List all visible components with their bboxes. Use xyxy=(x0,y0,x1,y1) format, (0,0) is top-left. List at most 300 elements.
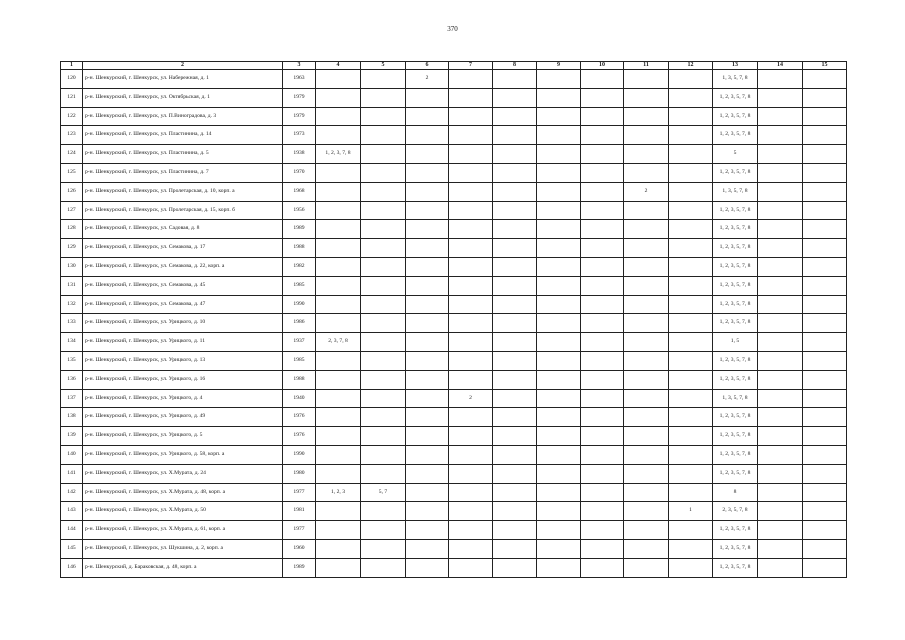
column-5-cell xyxy=(361,351,406,370)
year-cell: 1980 xyxy=(283,464,316,483)
address-cell: р-н. Шенкурский, г. Шенкурск, ул. П.Виноградова, д. 3 xyxy=(83,107,283,126)
column-6-cell xyxy=(406,370,449,389)
column-5-cell xyxy=(361,502,406,521)
column-8-cell xyxy=(493,220,537,239)
column-5-cell xyxy=(361,257,406,276)
column-5-cell xyxy=(361,464,406,483)
table-row xyxy=(61,295,847,314)
column-11-cell xyxy=(624,521,669,540)
row-number-cell: 139 xyxy=(61,427,83,446)
column-10-cell xyxy=(581,445,624,464)
table-row xyxy=(61,539,847,558)
year-cell: 1990 xyxy=(283,445,316,464)
column-9-cell xyxy=(537,502,581,521)
address-cell: р-н. Шенкурский, г. Шенкурск, ул. Урицкого, д. 10 xyxy=(83,314,283,333)
column-5-cell: 5, 7 xyxy=(361,483,406,502)
column-12-cell xyxy=(669,445,713,464)
column-13-cell: 1, 2, 3, 5, 7, 8 xyxy=(713,276,758,295)
column-6-cell xyxy=(406,220,449,239)
column-14-cell xyxy=(758,220,803,239)
column-12-cell xyxy=(669,333,713,352)
column-6-cell xyxy=(406,163,449,182)
column-4-cell xyxy=(316,521,361,540)
table-row xyxy=(61,163,847,182)
address-cell: р-н. Шенкурский, г. Шенкурск, ул. Урицкого, д. 16 xyxy=(83,370,283,389)
column-13-cell: 1, 2, 3, 5, 7, 8 xyxy=(713,239,758,258)
column-13-cell: 1, 2, 3, 5, 7, 8 xyxy=(713,445,758,464)
column-6-cell xyxy=(406,239,449,258)
table-body xyxy=(61,70,847,578)
column-13-cell: 1, 2, 3, 5, 7, 8 xyxy=(713,257,758,276)
column-9-cell xyxy=(537,464,581,483)
column-6-cell: 2 xyxy=(406,70,449,89)
column-7-cell xyxy=(449,163,493,182)
column-4-cell xyxy=(316,257,361,276)
address-cell: р-н. Шенкурский, г. Шенкурск, ул. Семакова, д. 47 xyxy=(83,295,283,314)
column-header-5: 5 xyxy=(361,62,406,70)
column-13-cell: 1, 5 xyxy=(713,333,758,352)
column-12-cell: 1 xyxy=(669,502,713,521)
column-15-cell xyxy=(803,445,847,464)
row-number-cell: 130 xyxy=(61,257,83,276)
column-5-cell xyxy=(361,445,406,464)
column-13-cell: 1, 2, 3, 5, 7, 8 xyxy=(713,539,758,558)
column-6-cell xyxy=(406,539,449,558)
column-8-cell xyxy=(493,502,537,521)
column-4-cell xyxy=(316,558,361,577)
column-12-cell xyxy=(669,182,713,201)
year-cell: 1990 xyxy=(283,295,316,314)
column-8-cell xyxy=(493,70,537,89)
table-row xyxy=(61,464,847,483)
column-12-cell xyxy=(669,70,713,89)
address-cell: р-н. Шенкурский, г. Шенкурск, ул. Пластинина, д. 7 xyxy=(83,163,283,182)
column-header-11: 11 xyxy=(624,62,669,70)
year-cell: 1979 xyxy=(283,88,316,107)
column-6-cell xyxy=(406,201,449,220)
column-13-cell: 1, 2, 3, 5, 7, 8 xyxy=(713,163,758,182)
column-14-cell xyxy=(758,145,803,164)
column-12-cell xyxy=(669,107,713,126)
column-14-cell xyxy=(758,295,803,314)
column-15-cell xyxy=(803,521,847,540)
column-4-cell xyxy=(316,427,361,446)
column-15-cell xyxy=(803,314,847,333)
column-4-cell xyxy=(316,239,361,258)
row-number-cell: 142 xyxy=(61,483,83,502)
column-9-cell xyxy=(537,163,581,182)
year-cell: 1986 xyxy=(283,314,316,333)
column-4-cell: 1, 2, 3, 7, 8 xyxy=(316,145,361,164)
column-header-14: 14 xyxy=(758,62,803,70)
column-10-cell xyxy=(581,107,624,126)
column-15-cell xyxy=(803,88,847,107)
column-8-cell xyxy=(493,276,537,295)
column-14-cell xyxy=(758,427,803,446)
row-number-cell: 127 xyxy=(61,201,83,220)
row-number-cell: 129 xyxy=(61,239,83,258)
year-cell: 1963 xyxy=(283,70,316,89)
column-6-cell xyxy=(406,314,449,333)
column-8-cell xyxy=(493,389,537,408)
row-number-cell: 131 xyxy=(61,276,83,295)
column-header-2: 2 xyxy=(83,62,283,70)
column-13-cell: 1, 2, 3, 5, 7, 8 xyxy=(713,314,758,333)
column-10-cell xyxy=(581,70,624,89)
column-8-cell xyxy=(493,314,537,333)
column-7-cell xyxy=(449,276,493,295)
column-15-cell xyxy=(803,333,847,352)
column-header-10: 10 xyxy=(581,62,624,70)
column-5-cell xyxy=(361,145,406,164)
address-cell: р-н. Шенкурский, г. Шенкурск, ул. Х.Мурата, д. 24 xyxy=(83,464,283,483)
row-number-cell: 135 xyxy=(61,351,83,370)
column-7-cell xyxy=(449,483,493,502)
column-14-cell xyxy=(758,483,803,502)
column-8-cell xyxy=(493,88,537,107)
page-number: 370 xyxy=(447,25,458,33)
row-number-cell: 145 xyxy=(61,539,83,558)
column-14-cell xyxy=(758,408,803,427)
year-cell: 1976 xyxy=(283,427,316,446)
column-9-cell xyxy=(537,220,581,239)
column-10-cell xyxy=(581,333,624,352)
column-4-cell xyxy=(316,107,361,126)
column-9-cell xyxy=(537,88,581,107)
address-cell: р-н. Шенкурский, г. Шенкурск, ул. Набережная, д. 1 xyxy=(83,70,283,89)
column-6-cell xyxy=(406,521,449,540)
row-number-cell: 128 xyxy=(61,220,83,239)
column-5-cell xyxy=(361,88,406,107)
column-8-cell xyxy=(493,107,537,126)
column-10-cell xyxy=(581,408,624,427)
column-9-cell xyxy=(537,201,581,220)
table-row xyxy=(61,220,847,239)
column-8-cell xyxy=(493,445,537,464)
column-12-cell xyxy=(669,220,713,239)
year-cell: 1937 xyxy=(283,333,316,352)
column-header-12: 12 xyxy=(669,62,713,70)
column-10-cell xyxy=(581,182,624,201)
table-row xyxy=(61,182,847,201)
column-9-cell xyxy=(537,483,581,502)
row-number-cell: 125 xyxy=(61,163,83,182)
column-14-cell xyxy=(758,502,803,521)
table-row xyxy=(61,445,847,464)
column-11-cell xyxy=(624,126,669,145)
column-10-cell xyxy=(581,558,624,577)
column-11-cell: 2 xyxy=(624,182,669,201)
address-cell: р-н. Шенкурский, г. Шенкурск, ул. Урицкого, д. 4 xyxy=(83,389,283,408)
column-13-cell: 1, 2, 3, 5, 7, 8 xyxy=(713,201,758,220)
column-7-cell xyxy=(449,107,493,126)
address-cell: р-н. Шенкурский, г. Шенкурск, ул. Садовая, д. 8 xyxy=(83,220,283,239)
column-11-cell xyxy=(624,107,669,126)
column-5-cell xyxy=(361,220,406,239)
year-cell: 1976 xyxy=(283,408,316,427)
year-cell: 1940 xyxy=(283,389,316,408)
column-13-cell: 1, 2, 3, 5, 7, 8 xyxy=(713,107,758,126)
address-cell: р-н. Шенкурский, г. Шенкурск, ул. Пролетарская, д. 15, корп. б xyxy=(83,201,283,220)
row-number-cell: 144 xyxy=(61,521,83,540)
table-row xyxy=(61,145,847,164)
row-number-cell: 134 xyxy=(61,333,83,352)
table-row xyxy=(61,351,847,370)
column-8-cell xyxy=(493,521,537,540)
column-4-cell: 1, 2, 3 xyxy=(316,483,361,502)
column-10-cell xyxy=(581,464,624,483)
column-5-cell xyxy=(361,408,406,427)
address-cell: р-н. Шенкурский, г. Шенкурск, ул. Х.Мурата, д. 61, корп. а xyxy=(83,521,283,540)
table-row xyxy=(61,558,847,577)
column-12-cell xyxy=(669,145,713,164)
column-14-cell xyxy=(758,276,803,295)
column-4-cell xyxy=(316,502,361,521)
column-7-cell xyxy=(449,201,493,220)
column-12-cell xyxy=(669,239,713,258)
column-7-cell xyxy=(449,370,493,389)
column-15-cell xyxy=(803,126,847,145)
column-13-cell: 1, 3, 5, 7, 8 xyxy=(713,182,758,201)
column-9-cell xyxy=(537,182,581,201)
column-10-cell xyxy=(581,483,624,502)
address-cell: р-н. Шенкурский, г. Шенкурск, ул. Октябрьская, д. 1 xyxy=(83,88,283,107)
column-15-cell xyxy=(803,163,847,182)
column-13-cell: 8 xyxy=(713,483,758,502)
column-12-cell xyxy=(669,408,713,427)
column-15-cell xyxy=(803,182,847,201)
row-number-cell: 121 xyxy=(61,88,83,107)
table-row xyxy=(61,126,847,145)
column-11-cell xyxy=(624,314,669,333)
column-8-cell xyxy=(493,257,537,276)
year-cell: 1985 xyxy=(283,351,316,370)
column-15-cell xyxy=(803,539,847,558)
column-10-cell xyxy=(581,314,624,333)
row-number-cell: 126 xyxy=(61,182,83,201)
column-12-cell xyxy=(669,370,713,389)
column-14-cell xyxy=(758,464,803,483)
column-11-cell xyxy=(624,408,669,427)
column-7-cell xyxy=(449,502,493,521)
column-10-cell xyxy=(581,239,624,258)
column-12-cell xyxy=(669,427,713,446)
column-8-cell xyxy=(493,182,537,201)
address-cell: р-н. Шенкурский, г. Шенкурск, ул. Пластинина, д. 5 xyxy=(83,145,283,164)
column-11-cell xyxy=(624,295,669,314)
column-4-cell xyxy=(316,408,361,427)
column-11-cell xyxy=(624,502,669,521)
column-15-cell xyxy=(803,483,847,502)
column-7-cell: 2 xyxy=(449,389,493,408)
column-14-cell xyxy=(758,182,803,201)
column-13-cell: 1, 2, 3, 5, 7, 8 xyxy=(713,521,758,540)
column-13-cell: 1, 2, 3, 5, 7, 8 xyxy=(713,370,758,389)
column-5-cell xyxy=(361,539,406,558)
column-6-cell xyxy=(406,445,449,464)
column-11-cell xyxy=(624,70,669,89)
column-13-cell: 1, 2, 3, 5, 7, 8 xyxy=(713,427,758,446)
column-14-cell xyxy=(758,539,803,558)
column-6-cell xyxy=(406,483,449,502)
column-14-cell xyxy=(758,126,803,145)
column-10-cell xyxy=(581,351,624,370)
row-number-cell: 138 xyxy=(61,408,83,427)
column-7-cell xyxy=(449,257,493,276)
column-10-cell xyxy=(581,389,624,408)
column-7-cell xyxy=(449,220,493,239)
column-9-cell xyxy=(537,558,581,577)
column-13-cell: 1, 2, 3, 5, 7, 8 xyxy=(713,295,758,314)
column-15-cell xyxy=(803,201,847,220)
column-15-cell xyxy=(803,370,847,389)
row-number-cell: 140 xyxy=(61,445,83,464)
column-5-cell xyxy=(361,333,406,352)
column-5-cell xyxy=(361,427,406,446)
address-cell: р-н. Шенкурский, г. Шенкурск, ул. Семакова, д. 45 xyxy=(83,276,283,295)
table-row xyxy=(61,107,847,126)
column-12-cell xyxy=(669,464,713,483)
column-12-cell xyxy=(669,314,713,333)
column-9-cell xyxy=(537,521,581,540)
year-cell: 1981 xyxy=(283,502,316,521)
column-6-cell xyxy=(406,295,449,314)
column-8-cell xyxy=(493,427,537,446)
column-5-cell xyxy=(361,276,406,295)
column-11-cell xyxy=(624,163,669,182)
column-11-cell xyxy=(624,558,669,577)
column-7-cell xyxy=(449,539,493,558)
year-cell: 1979 xyxy=(283,107,316,126)
column-7-cell xyxy=(449,558,493,577)
column-14-cell xyxy=(758,521,803,540)
column-13-cell: 1, 2, 3, 5, 7, 8 xyxy=(713,408,758,427)
year-cell: 1988 xyxy=(283,239,316,258)
column-9-cell xyxy=(537,445,581,464)
column-4-cell xyxy=(316,445,361,464)
column-4-cell xyxy=(316,314,361,333)
column-10-cell xyxy=(581,201,624,220)
column-14-cell xyxy=(758,314,803,333)
column-13-cell: 1, 2, 3, 5, 7, 8 xyxy=(713,126,758,145)
column-6-cell xyxy=(406,389,449,408)
column-4-cell xyxy=(316,370,361,389)
row-number-cell: 146 xyxy=(61,558,83,577)
column-7-cell xyxy=(449,314,493,333)
column-9-cell xyxy=(537,351,581,370)
table-row xyxy=(61,70,847,89)
year-cell: 1970 xyxy=(283,163,316,182)
column-14-cell xyxy=(758,88,803,107)
column-5-cell xyxy=(361,182,406,201)
column-6-cell xyxy=(406,145,449,164)
column-4-cell xyxy=(316,351,361,370)
column-5-cell xyxy=(361,126,406,145)
year-cell: 1982 xyxy=(283,257,316,276)
column-12-cell xyxy=(669,558,713,577)
column-8-cell xyxy=(493,351,537,370)
year-cell: 1968 xyxy=(283,182,316,201)
column-14-cell xyxy=(758,107,803,126)
column-9-cell xyxy=(537,370,581,389)
table-row xyxy=(61,201,847,220)
column-10-cell xyxy=(581,88,624,107)
row-number-cell: 133 xyxy=(61,314,83,333)
column-7-cell xyxy=(449,464,493,483)
column-15-cell xyxy=(803,389,847,408)
column-13-cell: 1, 2, 3, 5, 7, 8 xyxy=(713,464,758,483)
year-cell: 1989 xyxy=(283,558,316,577)
column-5-cell xyxy=(361,239,406,258)
address-cell: р-н. Шенкурский, г. Шенкурск, ул. Х.Мурата, д. 50 xyxy=(83,502,283,521)
column-7-cell xyxy=(449,70,493,89)
table-row xyxy=(61,88,847,107)
column-10-cell xyxy=(581,126,624,145)
column-9-cell xyxy=(537,314,581,333)
column-11-cell xyxy=(624,88,669,107)
column-14-cell xyxy=(758,163,803,182)
table-row xyxy=(61,239,847,258)
column-7-cell xyxy=(449,126,493,145)
column-10-cell xyxy=(581,220,624,239)
column-9-cell xyxy=(537,333,581,352)
column-5-cell xyxy=(361,314,406,333)
column-15-cell xyxy=(803,295,847,314)
column-5-cell xyxy=(361,201,406,220)
column-9-cell xyxy=(537,70,581,89)
column-5-cell xyxy=(361,70,406,89)
column-11-cell xyxy=(624,201,669,220)
column-8-cell xyxy=(493,163,537,182)
column-12-cell xyxy=(669,163,713,182)
column-13-cell: 1, 2, 3, 5, 7, 8 xyxy=(713,351,758,370)
column-7-cell xyxy=(449,88,493,107)
column-14-cell xyxy=(758,70,803,89)
year-cell: 1956 xyxy=(283,201,316,220)
column-13-cell: 1, 2, 3, 5, 7, 8 xyxy=(713,558,758,577)
column-4-cell xyxy=(316,295,361,314)
column-8-cell xyxy=(493,558,537,577)
column-11-cell xyxy=(624,464,669,483)
column-8-cell xyxy=(493,539,537,558)
column-8-cell xyxy=(493,370,537,389)
column-9-cell xyxy=(537,239,581,258)
column-6-cell xyxy=(406,464,449,483)
column-13-cell: 1, 3, 5, 7, 8 xyxy=(713,389,758,408)
address-cell: р-н. Шенкурский, г. Шенкурск, ул. Семакова, д. 17 xyxy=(83,239,283,258)
column-4-cell xyxy=(316,88,361,107)
column-12-cell xyxy=(669,521,713,540)
column-11-cell xyxy=(624,257,669,276)
column-header-7: 7 xyxy=(449,62,493,70)
column-12-cell xyxy=(669,88,713,107)
year-cell: 1985 xyxy=(283,276,316,295)
column-7-cell xyxy=(449,182,493,201)
column-6-cell xyxy=(406,276,449,295)
table-row xyxy=(61,276,847,295)
column-10-cell xyxy=(581,502,624,521)
year-cell: 1977 xyxy=(283,483,316,502)
column-12-cell xyxy=(669,126,713,145)
column-7-cell xyxy=(449,351,493,370)
column-8-cell xyxy=(493,483,537,502)
address-cell: р-н. Шенкурский, г. Шенкурск, ул. Х.Мурата, д. 48, корп. а xyxy=(83,483,283,502)
column-15-cell xyxy=(803,558,847,577)
column-6-cell xyxy=(406,126,449,145)
column-7-cell xyxy=(449,145,493,164)
column-10-cell xyxy=(581,276,624,295)
column-6-cell xyxy=(406,427,449,446)
